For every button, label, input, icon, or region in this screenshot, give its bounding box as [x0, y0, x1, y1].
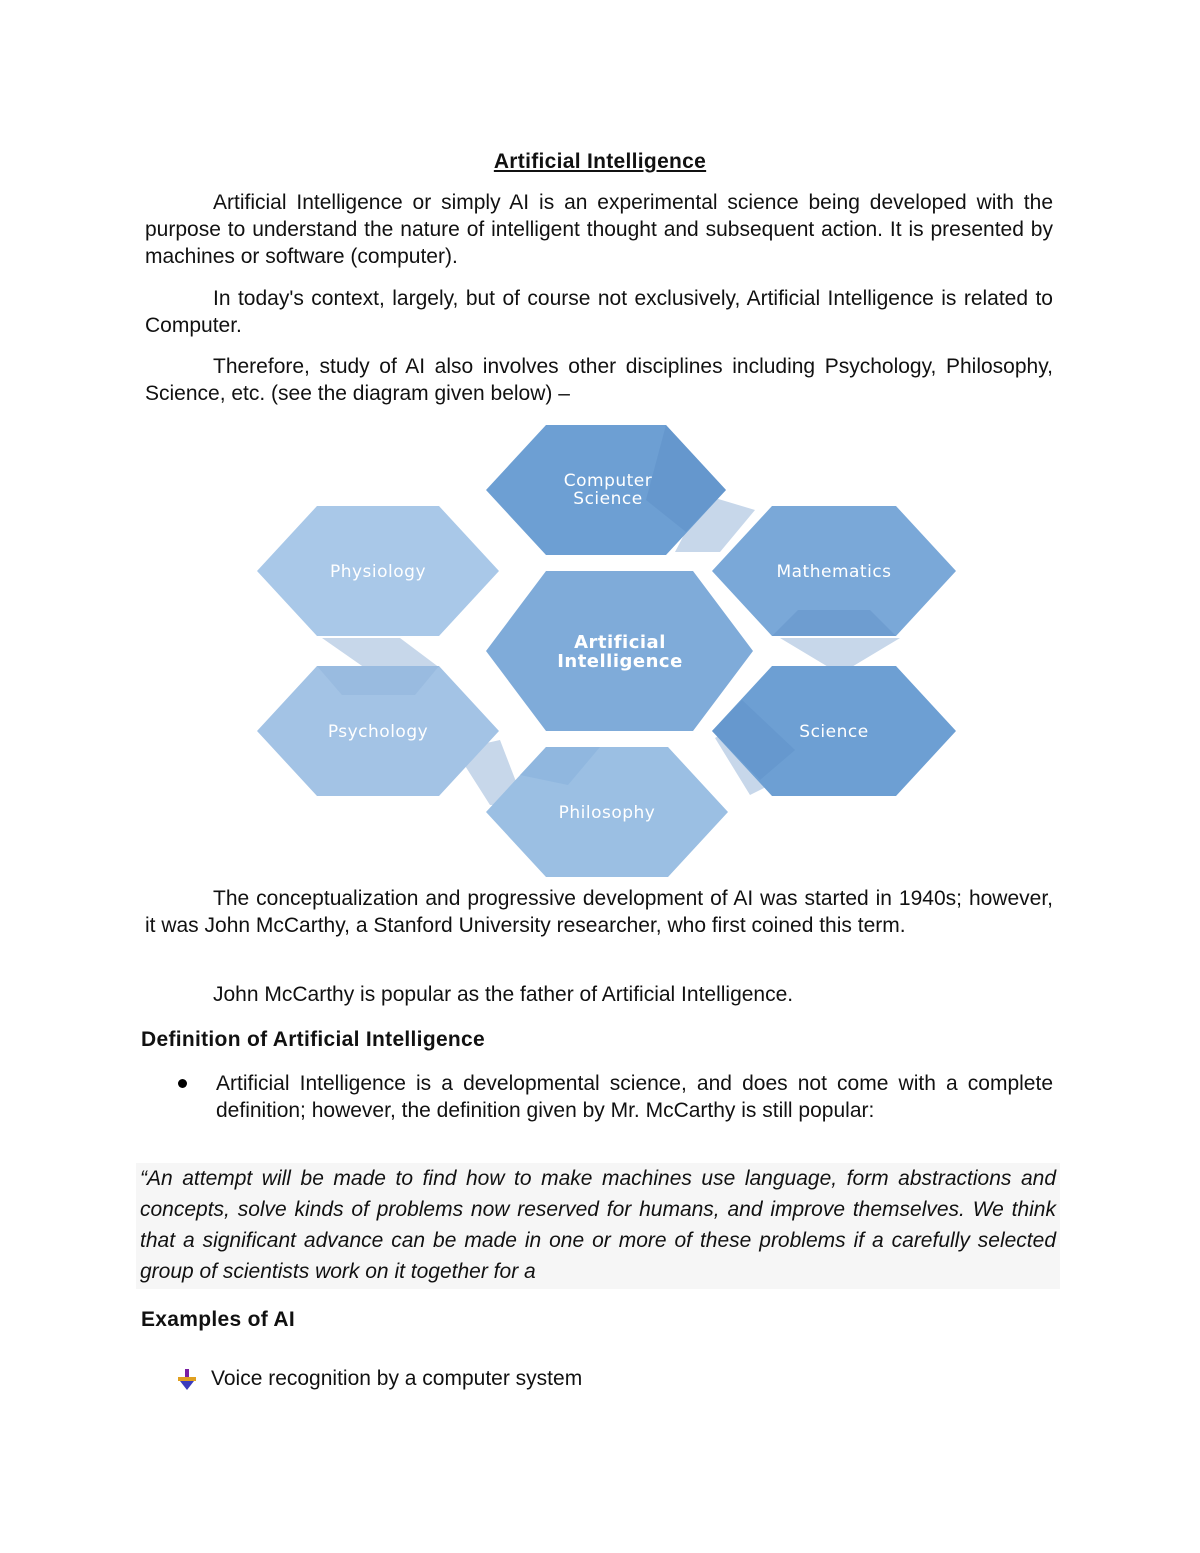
connector-physiology-psychology [322, 638, 440, 668]
mccarthy-quote: “An attempt will be made to find how to make machines use language, form abstractions and concepts, solve kinds of problems now reserved for humans, and improve themselves. We think that a significant advance can be made in one or more of these problems if a carefully selected group of scientists work on it together for a [136, 1163, 1060, 1289]
arrow-down-bullet-icon [176, 1368, 198, 1392]
hex-label-computer-science-line1: Computer [563, 471, 653, 491]
hex-label-ai-line1: Artificial [574, 632, 666, 653]
history-paragraph: The conceptualization and progressive development of AI was started in 1940s; however, it was John McCarthy, a Stanford University researcher, who first coined this term. [145, 887, 1053, 937]
hex-label-ai-line2: Intelligence [557, 651, 683, 672]
hex-label-physiology: Physiology [329, 562, 427, 582]
definition-heading: Definition of Artificial Intelligence [141, 1028, 486, 1051]
father-paragraph: John McCarthy is popular as the father of Artificial Intelligence. [213, 983, 794, 1006]
hex-label-computer-science-line2: Science [573, 489, 643, 509]
disciplines-paragraph: Therefore, study of AI also involves other disciplines including Psychology, Philosophy, Science, etc. (see the diagram given below) – [145, 355, 1053, 405]
intro-paragraph: Artificial Intelligence or simply AI is an experimental science being developed with the purpose to understand the nature of intelligent thought and subsequent action. It is presented by machines or software (computer). [145, 191, 1053, 268]
hex-label-science: Science [799, 722, 869, 742]
context-paragraph: In today's context, largely, but of course not exclusively, Artificial Intelligence is related to Computer. [145, 287, 1053, 337]
hex-label-psychology: Psychology [327, 722, 429, 742]
hex-label-mathematics: Mathematics [776, 562, 892, 582]
hex-label-philosophy: Philosophy [558, 803, 656, 823]
definition-bullet-text: Artificial Intelligence is a developmental science, and does not come with a complete definition; however, the definition given by Mr. McCarthy is still popular: [216, 1072, 1053, 1122]
document-title: Artificial Intelligence [493, 150, 707, 173]
bullet-dot-icon [178, 1079, 187, 1088]
examples-heading: Examples of AI [141, 1308, 295, 1331]
example-item: Voice recognition by a computer system [211, 1367, 583, 1390]
connector-math-science [780, 638, 900, 668]
ai-disciplines-diagram [250, 420, 970, 882]
